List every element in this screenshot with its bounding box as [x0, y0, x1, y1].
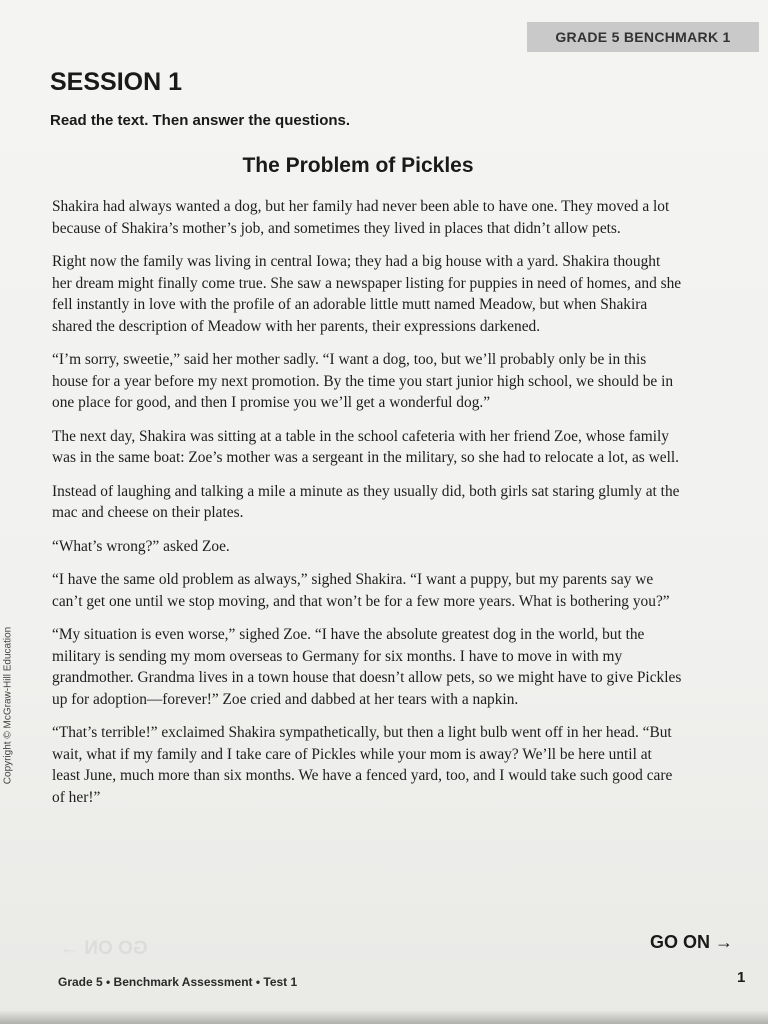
instructions: Read the text. Then answer the questions. — [50, 112, 351, 129]
story-paragraph: “What’s wrong?” asked Zoe. — [52, 537, 230, 555]
session-title: SESSION 1 — [50, 68, 182, 96]
story-paragraph: “My situation is even worse,” sighed Zoe. “I have the absolute greatest dog in the world, but the military is sending my mom overseas to Germany for six months. I have to move in with my grandmother. Grandma lives in a town house that doesn’t allow pets, so we might have to give Pickles up for adoption—forever!” Zoe cried and dabbed at her tears with a napkin. — [52, 626, 682, 708]
copyright-notice: Copyright © McGraw-Hill Education — [2, 626, 14, 785]
benchmark-label: GRADE 5 BENCHMARK 1 — [527, 22, 759, 52]
story-paragraph: Instead of laughing and talking a mile a minute as they usually did, both girls sat staring glumly at the mac and cheese on their plates. — [52, 482, 680, 521]
story-paragraph: “I have the same old problem as always,” sighed Shakira. “I want a puppy, but my parents say we can’t get one until we stop moving, and that won’t be for a few more years. What is bothering you?” — [52, 571, 670, 610]
story-title: The Problem of Pickles — [242, 154, 474, 177]
go-on-bleed-through: GO ON → — [60, 938, 148, 959]
story-body — [52, 196, 682, 820]
story-paragraph: Right now the family was living in central Iowa; they had a big house with a yard. Shakira thought her dream might finally come true. She saw a newspaper listing for puppies in need of homes, and she fell instantly in love with the profile of an adorable little mutt named Meadow, but when Shakira shared the description of Meadow with her parents, their expressions darkened. — [52, 253, 682, 335]
go-on-label: GO ON → — [650, 932, 734, 952]
story-paragraph: “I’m sorry, sweetie,” said her mother sadly. “I want a dog, too, but we’ll probably only be in this house for a year before my next promotion. By the time you start junior high school, we should be in one place for good, and then I promise you we’ll get a wonderful dog.” — [52, 351, 674, 411]
story-paragraph: “That’s terrible!” exclaimed Shakira sympathetically, but then a light bulb went off in her head. “But wait, what if my family and I take care of Pickles while your mom is away? We’ll be here until at least June, much more than six months. We have a fenced yard, too, and I would take such good care of her!” — [52, 724, 673, 806]
page-number: 1 — [737, 969, 746, 986]
story-paragraph: Shakira had always wanted a dog, but her family had never been able to have one. They moved a lot because of Shakira’s mother’s job, and sometimes they lived in places that didn’t allow pets. — [52, 198, 670, 237]
page-shadow — [0, 1010, 768, 1024]
assessment-footer: Grade 5 • Benchmark Assessment • Test 1 — [58, 975, 298, 989]
story-paragraph: The next day, Shakira was sitting at a table in the school cafeteria with her friend Zoe, whose family was in the same boat: Zoe’s mother was a sergeant in the military, so she had to relocate a lot, as well. — [52, 427, 679, 466]
